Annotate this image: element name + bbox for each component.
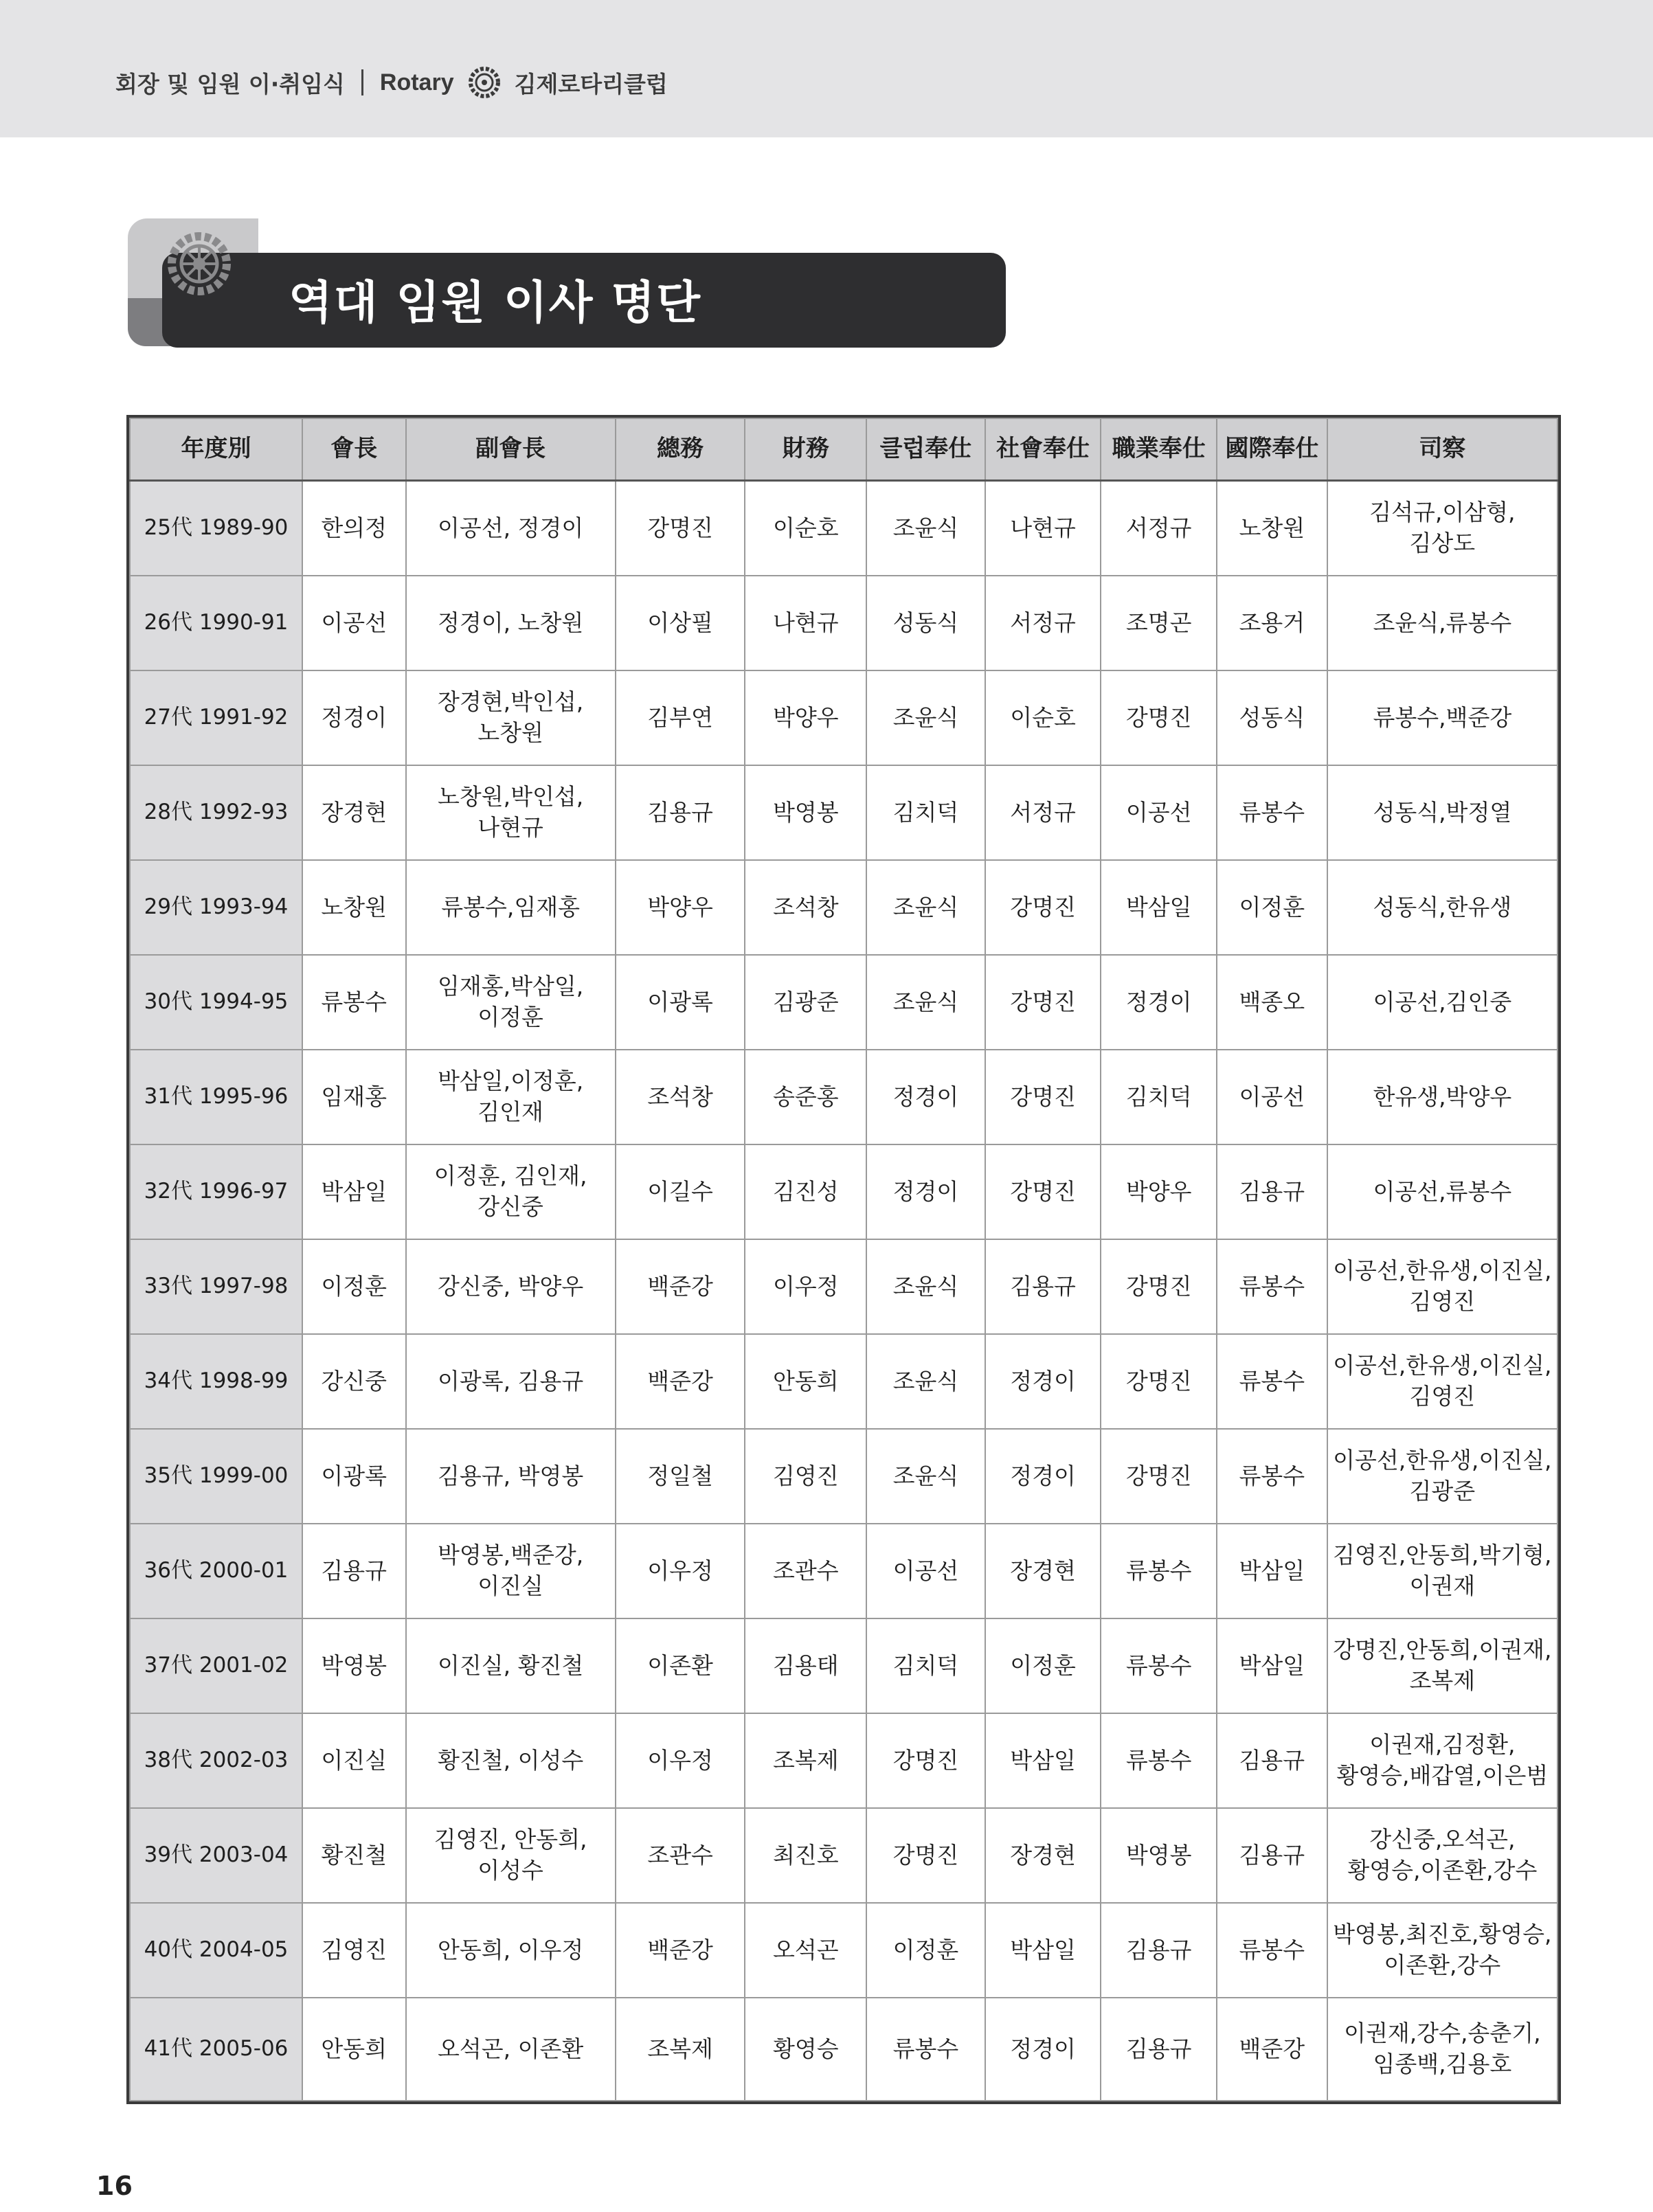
- table-cell: 박삼일: [985, 1713, 1101, 1808]
- table-cell: 서정규: [985, 576, 1101, 670]
- running-header: [115, 63, 668, 102]
- table-cell: 조석창: [745, 860, 866, 955]
- table-cell: 박영봉: [302, 1618, 406, 1713]
- table-cell: 정경이: [1101, 955, 1217, 1050]
- table-cell: 이공선: [1217, 1050, 1327, 1144]
- table-cell: 백준강: [616, 1239, 745, 1334]
- table-row: [130, 1903, 1558, 1998]
- table-row: [130, 1618, 1558, 1713]
- table-header-row: [130, 418, 1558, 481]
- table-cell: 박양우: [616, 860, 745, 955]
- table-cell: 김용규: [302, 1524, 406, 1618]
- officer-roster-table-frame: [126, 415, 1561, 2104]
- table-cell: 박삼일: [302, 1144, 406, 1239]
- table-cell: 조관수: [745, 1524, 866, 1618]
- term-cell: 32代 1996-97: [130, 1144, 302, 1239]
- table-cell: 이정훈, 김인재, 강신중: [406, 1144, 616, 1239]
- table-cell: 류봉수: [302, 955, 406, 1050]
- term-cell: 34代 1998-99: [130, 1334, 302, 1429]
- table-cell: 조용거: [1217, 576, 1327, 670]
- column-header: 司察: [1327, 418, 1558, 481]
- table-cell: 이정훈: [866, 1903, 985, 1998]
- table-cell: 강명진: [985, 1050, 1101, 1144]
- table-cell: 한유생,박양우: [1327, 1050, 1558, 1144]
- table-cell: 김광준: [745, 955, 866, 1050]
- table-cell: 이우정: [616, 1713, 745, 1808]
- table-cell: 박양우: [745, 670, 866, 765]
- table-cell: 김용규, 박영봉: [406, 1429, 616, 1524]
- table-cell: 강명진: [1101, 1334, 1217, 1429]
- table-cell: 강명진: [866, 1713, 985, 1808]
- table-cell: 이순호: [745, 481, 866, 576]
- table-cell: 이권재,김정환, 황영승,배갑열,이은범: [1327, 1713, 1558, 1808]
- table-row: [130, 1334, 1558, 1429]
- table-cell: 황영승: [745, 1998, 866, 2101]
- term-cell: 31代 1995-96: [130, 1050, 302, 1144]
- column-header: 클럽奉仕: [866, 418, 985, 481]
- table-cell: 성동식,박정열: [1327, 765, 1558, 860]
- column-header: 總務: [616, 418, 745, 481]
- table-cell: 박삼일: [1217, 1618, 1327, 1713]
- table-cell: 이진실: [302, 1713, 406, 1808]
- table-cell: 장경현: [985, 1524, 1101, 1618]
- table-cell: 조윤식: [866, 860, 985, 955]
- table-cell: 조석창: [616, 1050, 745, 1144]
- table-cell: 황진철: [302, 1808, 406, 1903]
- table-cell: 조윤식: [866, 1239, 985, 1334]
- table-cell: 정경이, 노창원: [406, 576, 616, 670]
- table-cell: 서정규: [985, 765, 1101, 860]
- table-cell: 정경이: [985, 1334, 1101, 1429]
- table-cell: 강신중,오석곤, 황영승,이존환,강수: [1327, 1808, 1558, 1903]
- table-cell: 정일철: [616, 1429, 745, 1524]
- term-cell: 27代 1991-92: [130, 670, 302, 765]
- column-header: 國際奉仕: [1217, 418, 1327, 481]
- table-cell: 성동식: [1217, 670, 1327, 765]
- term-cell: 33代 1997-98: [130, 1239, 302, 1334]
- table-cell: 강명진: [616, 481, 745, 576]
- table-row: [130, 1713, 1558, 1808]
- table-cell: 류봉수: [1217, 1903, 1327, 1998]
- table-cell: 강신중: [302, 1334, 406, 1429]
- table-cell: 류봉수: [1101, 1713, 1217, 1808]
- table-cell: 류봉수: [1217, 1429, 1327, 1524]
- term-cell: 30代 1994-95: [130, 955, 302, 1050]
- table-cell: 안동희: [302, 1998, 406, 2101]
- table-cell: 조윤식: [866, 1429, 985, 1524]
- table-cell: 이존환: [616, 1618, 745, 1713]
- table-cell: 나현규: [745, 576, 866, 670]
- table-cell: 오석곤: [745, 1903, 866, 1998]
- table-cell: 이상필: [616, 576, 745, 670]
- table-cell: 최진호: [745, 1808, 866, 1903]
- table-cell: 나현규: [985, 481, 1101, 576]
- table-cell: 이공선, 정경이: [406, 481, 616, 576]
- table-cell: 김영진: [302, 1903, 406, 1998]
- table-cell: 임재홍,박삼일, 이정훈: [406, 955, 616, 1050]
- table-cell: 류봉수,임재홍: [406, 860, 616, 955]
- table-cell: 이진실, 황진철: [406, 1618, 616, 1713]
- term-cell: 38代 2002-03: [130, 1713, 302, 1808]
- table-row: [130, 860, 1558, 955]
- table-row: [130, 481, 1558, 576]
- table-cell: 이정훈: [302, 1239, 406, 1334]
- table-cell: 김용규: [1217, 1144, 1327, 1239]
- table-cell: 이공선,한유생,이진실, 김영진: [1327, 1239, 1558, 1334]
- table-cell: 강명진: [1101, 1239, 1217, 1334]
- table-cell: 이순호: [985, 670, 1101, 765]
- table-row: [130, 670, 1558, 765]
- table-row: [130, 1808, 1558, 1903]
- table-cell: 정경이: [302, 670, 406, 765]
- column-header: 副會長: [406, 418, 616, 481]
- table-cell: 김치덕: [866, 1618, 985, 1713]
- header-divider: [361, 69, 363, 95]
- table-cell: 강명진: [985, 955, 1101, 1050]
- table-cell: 김용규: [616, 765, 745, 860]
- table-cell: 안동희: [745, 1334, 866, 1429]
- page-number: 16: [96, 2171, 133, 2201]
- rotary-wordmark: Rotary: [379, 69, 454, 95]
- table-cell: 김용태: [745, 1618, 866, 1713]
- table-cell: 박삼일: [1217, 1524, 1327, 1618]
- table-row: [130, 1050, 1558, 1144]
- table-cell: 강명진,안동희,이권재, 조복제: [1327, 1618, 1558, 1713]
- table-cell: 조관수: [616, 1808, 745, 1903]
- table-cell: 박영봉: [1101, 1808, 1217, 1903]
- table-cell: 김용규: [985, 1239, 1101, 1334]
- table-cell: 장경현: [302, 765, 406, 860]
- table-cell: 류봉수: [1101, 1524, 1217, 1618]
- table-cell: 백준강: [1217, 1998, 1327, 2101]
- term-cell: 41代 2005-06: [130, 1998, 302, 2101]
- table-cell: 임재홍: [302, 1050, 406, 1144]
- table-cell: 조윤식: [866, 481, 985, 576]
- table-cell: 김용규: [1217, 1808, 1327, 1903]
- table-row: [130, 1998, 1558, 2101]
- table-cell: 이정훈: [1217, 860, 1327, 955]
- table-row: [130, 576, 1558, 670]
- table-cell: 정경이: [985, 1429, 1101, 1524]
- table-cell: 정경이: [985, 1998, 1101, 2101]
- column-header: 財務: [745, 418, 866, 481]
- table-cell: 김부연: [616, 670, 745, 765]
- table-cell: 이광록: [302, 1429, 406, 1524]
- table-cell: 이공선,류봉수: [1327, 1144, 1558, 1239]
- officer-roster-table: [129, 418, 1558, 2101]
- table-cell: 박양우: [1101, 1144, 1217, 1239]
- column-header: 會長: [302, 418, 406, 481]
- term-cell: 39代 2003-04: [130, 1808, 302, 1903]
- table-cell: 류봉수: [1101, 1618, 1217, 1713]
- table-cell: 조윤식,류봉수: [1327, 576, 1558, 670]
- table-cell: 류봉수: [866, 1998, 985, 2101]
- table-cell: 김영진: [745, 1429, 866, 1524]
- table-cell: 안동희, 이우정: [406, 1903, 616, 1998]
- table-cell: 노창원: [1217, 481, 1327, 576]
- table-cell: 송준홍: [745, 1050, 866, 1144]
- table-row: [130, 1239, 1558, 1334]
- table-cell: 장경현: [985, 1808, 1101, 1903]
- table-cell: 조윤식: [866, 1334, 985, 1429]
- table-cell: 강명진: [1101, 670, 1217, 765]
- table-cell: 이광록, 김용규: [406, 1334, 616, 1429]
- table-cell: 백준강: [616, 1903, 745, 1998]
- table-cell: 정경이: [866, 1050, 985, 1144]
- term-cell: 25代 1989-90: [130, 481, 302, 576]
- table-cell: 김용규: [1217, 1713, 1327, 1808]
- table-cell: 박영봉: [745, 765, 866, 860]
- table-cell: 김용규: [1101, 1998, 1217, 2101]
- table-cell: 이권재,강수,송춘기, 임종백,김용호: [1327, 1998, 1558, 2101]
- table-cell: 황진철, 이성수: [406, 1713, 616, 1808]
- table-cell: 조명곤: [1101, 576, 1217, 670]
- table-row: [130, 1429, 1558, 1524]
- column-header: 職業奉仕: [1101, 418, 1217, 481]
- table-cell: 이공선,김인중: [1327, 955, 1558, 1050]
- term-cell: 29代 1993-94: [130, 860, 302, 955]
- table-cell: 이광록: [616, 955, 745, 1050]
- table-row: [130, 955, 1558, 1050]
- table-cell: 류봉수: [1217, 1334, 1327, 1429]
- table-cell: 장경현,박인섭, 노창원: [406, 670, 616, 765]
- table-cell: 류봉수,백준강: [1327, 670, 1558, 765]
- table-cell: 김치덕: [866, 765, 985, 860]
- column-header: 年度別: [130, 418, 302, 481]
- table-cell: 류봉수: [1217, 1239, 1327, 1334]
- table-cell: 이공선: [302, 576, 406, 670]
- table-cell: 조윤식: [866, 955, 985, 1050]
- table-cell: 이우정: [616, 1524, 745, 1618]
- table-cell: 조윤식: [866, 670, 985, 765]
- table-cell: 노창원,박인섭, 나현규: [406, 765, 616, 860]
- table-cell: 오석곤, 이존환: [406, 1998, 616, 2101]
- table-cell: 김영진, 안동희, 이성수: [406, 1808, 616, 1903]
- table-cell: 정경이: [866, 1144, 985, 1239]
- term-cell: 28代 1992-93: [130, 765, 302, 860]
- term-cell: 40代 2004-05: [130, 1903, 302, 1998]
- table-cell: 강명진: [985, 860, 1101, 955]
- table-cell: 이정훈: [985, 1618, 1101, 1713]
- table-row: [130, 1144, 1558, 1239]
- table-cell: 노창원: [302, 860, 406, 955]
- table-cell: 이공선: [1101, 765, 1217, 860]
- table-cell: 백준강: [616, 1334, 745, 1429]
- table-cell: 김진성: [745, 1144, 866, 1239]
- term-cell: 36代 2000-01: [130, 1524, 302, 1618]
- table-cell: 이공선,한유생,이진실, 김영진: [1327, 1334, 1558, 1429]
- column-header: 社會奉仕: [985, 418, 1101, 481]
- table-cell: 한의정: [302, 481, 406, 576]
- club-name: 김제로타리클럽: [514, 70, 668, 98]
- table-cell: 강명진: [866, 1808, 985, 1903]
- table-body: [130, 481, 1558, 2101]
- table-cell: 강명진: [985, 1144, 1101, 1239]
- table-cell: 김석규,이삼형, 김상도: [1327, 481, 1558, 576]
- term-cell: 35代 1999-00: [130, 1429, 302, 1524]
- table-cell: 박삼일: [1101, 860, 1217, 955]
- table-cell: 강신중, 박양우: [406, 1239, 616, 1334]
- table-cell: 조복제: [616, 1998, 745, 2101]
- rotary-wheel-icon: [162, 227, 236, 301]
- table-cell: 서정규: [1101, 481, 1217, 576]
- table-cell: 김용규: [1101, 1903, 1217, 1998]
- table-cell: 박영봉,백준강, 이진실: [406, 1524, 616, 1618]
- table-cell: 박삼일,이정훈, 김인재: [406, 1050, 616, 1144]
- table-cell: 김영진,안동희,박기형, 이권재: [1327, 1524, 1558, 1618]
- table-row: [130, 1524, 1558, 1618]
- term-cell: 37代 2001-02: [130, 1618, 302, 1713]
- term-cell: 26代 1990-91: [130, 576, 302, 670]
- table-cell: 백종오: [1217, 955, 1327, 1050]
- page-title: 역대 임원 이사 명단: [289, 275, 701, 329]
- table-cell: 박삼일: [985, 1903, 1101, 1998]
- rotary-wheel-icon: [466, 65, 502, 100]
- table-cell: 이공선: [866, 1524, 985, 1618]
- table-cell: 이공선,한유생,이진실, 김광준: [1327, 1429, 1558, 1524]
- table-cell: 강명진: [1101, 1429, 1217, 1524]
- table-cell: 조복제: [745, 1713, 866, 1808]
- table-row: [130, 765, 1558, 860]
- table-cell: 김치덕: [1101, 1050, 1217, 1144]
- table-cell: 박영봉,최진호,황영승, 이존환,강수: [1327, 1903, 1558, 1998]
- table-cell: 이길수: [616, 1144, 745, 1239]
- table-cell: 이우정: [745, 1239, 866, 1334]
- table-cell: 성동식: [866, 576, 985, 670]
- table-cell: 류봉수: [1217, 765, 1327, 860]
- section-title: 회장 및 임원 이·취임식: [115, 70, 345, 98]
- table-cell: 성동식,한유생: [1327, 860, 1558, 955]
